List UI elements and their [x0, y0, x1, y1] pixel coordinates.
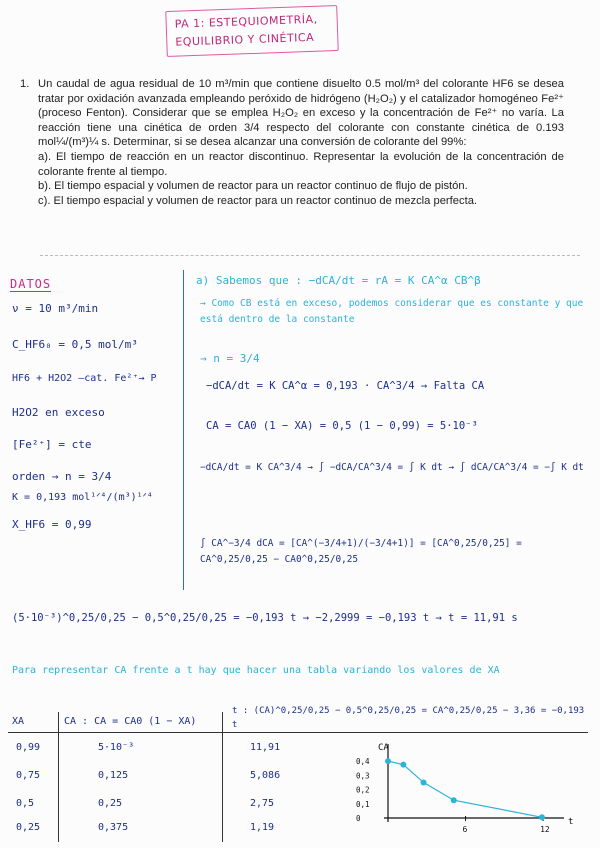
problem-part-a: a). El tiempo de reacción en un reactor discontinuo. Representar la evolución de la concentración de colorante frente al tiempo.	[38, 150, 564, 178]
solution-note-order: → n = 3/4	[200, 352, 260, 365]
table-cell-r1-c0: 0,75	[16, 770, 41, 781]
y-tick-label: 0,3	[356, 771, 370, 781]
datos-line-fe: [Fe²⁺] = cte	[12, 438, 92, 451]
concentration-vs-time-chart	[352, 738, 582, 848]
data-point	[539, 814, 545, 820]
table-header-ca: CA : CA = CA0 (1 − XA)	[64, 716, 197, 727]
rate-equation: −dCA/dt = K CA^α = 0,193 · CA^3/4 → Falta CA	[206, 380, 485, 392]
y-tick-label: 0	[356, 814, 361, 823]
x-tick-label: 12	[540, 825, 550, 834]
section-divider	[40, 255, 580, 256]
x-tick-label: 6	[462, 825, 468, 834]
table-cell-r3-c1: 0,375	[98, 822, 129, 833]
table-cell-r2-c0: 0,5	[16, 798, 35, 809]
table-cell-r2-c1: 0,25	[98, 798, 123, 809]
table-cell-r0-c2: 11,91	[250, 742, 281, 753]
x-axis-label: t	[568, 817, 574, 827]
y-axis-label: CA	[378, 743, 389, 753]
problem-number: 1.	[20, 78, 30, 90]
problem-statement	[20, 77, 564, 208]
table-cell-r0-c1: 5·10⁻³	[98, 742, 135, 753]
y-tick-label: 0,4	[356, 757, 370, 767]
column-divider	[183, 270, 184, 590]
integration-setup: −dCA/dt = K CA^3/4 → ∫ −dCA/CA^3/4 = ∫ K dt → ∫ dCA/CA^3/4 = −∫ K dt	[200, 462, 584, 473]
data-point	[451, 797, 457, 803]
title-line-1: PA 1: ESTEQUIOMETRÍA,	[174, 12, 318, 31]
solution-note-excess: → Como CB está en exceso, podemos considerar que es constante y que está dentro de la constante	[200, 298, 584, 325]
datos-line-h2o2: H2O2 en exceso	[12, 406, 105, 419]
y-tick-label: 0,2	[356, 785, 370, 795]
problem-text: Un caudal de agua residual de 10 m³/min que contiene disuelto 0.5 mol/m³ del colorante HF6 se desea tratar por oxidación avanzada empleando peróxido de hidrógeno (H₂O₂) y el catalizador homogéneo Fe²⁺ (proceso Fenton). Considerar que se emplea H₂O₂ en exceso y la concentración de Fe²⁺ no varía. La reacción tiene una cinética de orden 3/4 respecto del colorante con constante cinética de 0.193 mol¼/(m³)¼ s. Determinar, si se desea alcanzar una conversión de colorante del 99%:	[38, 78, 564, 149]
table-header-rule	[8, 732, 588, 733]
solution-intro: a) Sabemos que : −dCA/dt = rA = K CA^α CB^β	[196, 274, 481, 287]
data-point	[421, 779, 427, 785]
datos-heading: DATOS	[10, 277, 52, 291]
table-cell-r1-c2: 5,086	[250, 770, 281, 781]
table-cell-r1-c1: 0,125	[98, 770, 129, 781]
table-column-rule-2	[222, 712, 223, 842]
table-cell-r0-c0: 0,99	[16, 742, 41, 753]
table-cell-r3-c2: 1,19	[250, 822, 275, 833]
table-column-rule-1	[58, 712, 59, 842]
datos-line-k: K = 0,193 mol¹ᐟ⁴/(m³)¹ᐟ⁴	[12, 492, 153, 503]
title-line-2: EQUILIBRIO Y CINÉTICA	[175, 30, 315, 49]
y-tick-label: 0,1	[356, 799, 370, 809]
table-cell-r3-c0: 0,25	[16, 822, 41, 833]
ca-calculation: CA = CA0 (1 − XA) = 0,5 (1 − 0,99) = 5·10⁻³	[206, 420, 478, 432]
integration-solved: ∫ CA^−3/4 dCA = [CA^(−3/4+1)/(−3/4+1)] = [CA^0,25/0,25] = CA^0,25/0,25 − CA0^0,25/0,25	[200, 538, 522, 565]
datos-line-concentracion: C_HF6₀ = 0,5 mol/m³	[12, 338, 138, 351]
data-point	[385, 758, 391, 764]
table-header-xa: XA	[12, 716, 25, 727]
table-intro: Para representar CA frente a t hay que hacer una tabla variando los valores de XA	[12, 665, 500, 676]
datos-line-caudal: ν = 10 m³/min	[12, 302, 99, 315]
problem-part-b: b). El tiempo espacial y volumen de reactor para un reactor continuo de flujo de pistón.	[38, 180, 468, 193]
title-box	[165, 5, 339, 57]
datos-line-conversion: X_HF6 = 0,99	[12, 518, 92, 531]
problem-part-c: c). El tiempo espacial y volumen de reactor para un reactor continuo de mezcla perfecta.	[38, 194, 478, 207]
table-cell-r2-c2: 2,75	[250, 798, 275, 809]
series-curve	[388, 761, 542, 817]
time-calculation: (5·10⁻³)^0,25/0,25 − 0,5^0,25/0,25 = −0,193 t → −2,2999 = −0,193 t → t = 11,91 s	[12, 612, 518, 624]
datos-line-orden: orden → n = 3/4	[12, 470, 112, 483]
data-point	[400, 762, 406, 768]
table-header-t: t : (CA)^0,25/0,25 − 0,5^0,25/0,25 = CA^0,25/0,25 − 3,36 = −0,193 t	[232, 706, 585, 730]
datos-line-reaccion: HF6 + H2O2 —cat. Fe²⁺→ P	[12, 373, 157, 384]
